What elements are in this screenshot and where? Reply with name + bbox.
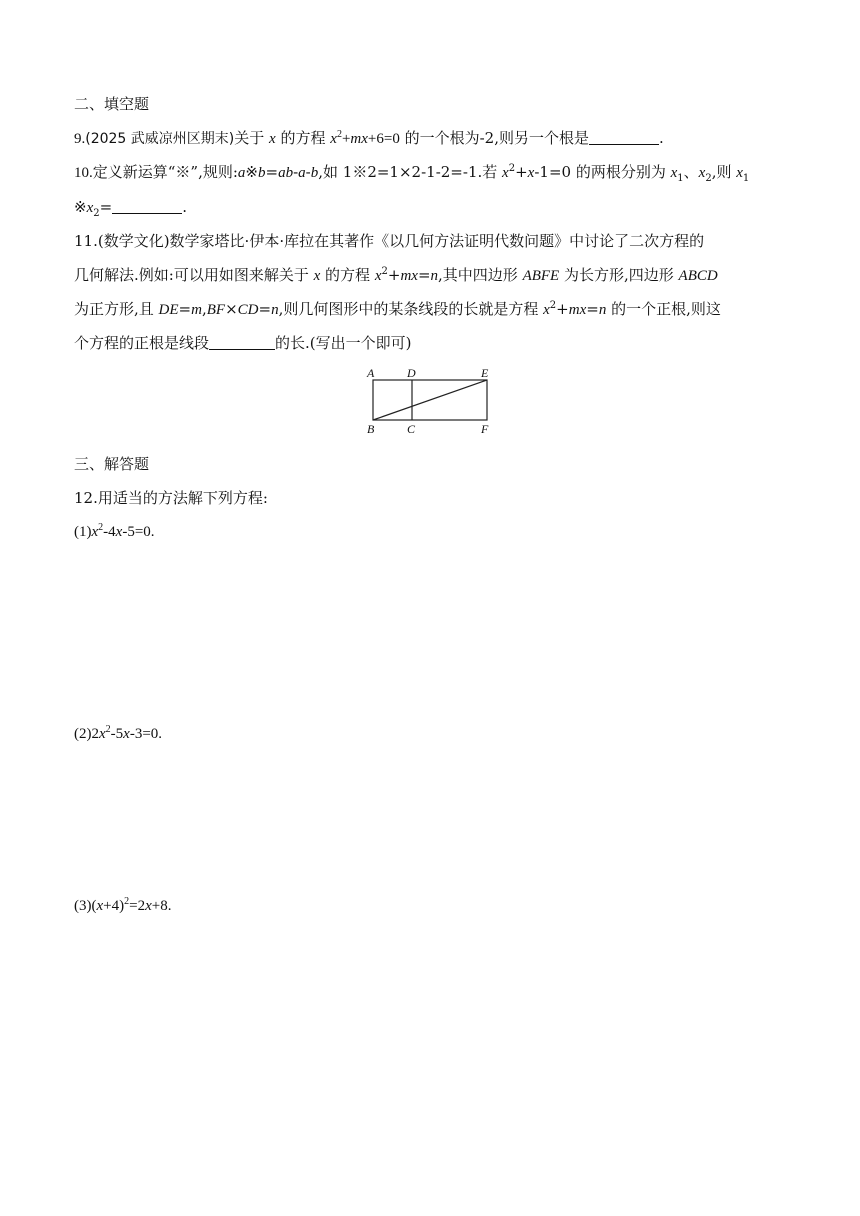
- answer-blank[interactable]: [589, 130, 659, 145]
- question-12-part-2: $(2)2x^2-5x-3=0$.: [74, 724, 163, 742]
- question-9: [74, 128, 790, 149]
- variable-x: x: [269, 131, 276, 147]
- question-11-line-4: [74, 333, 790, 353]
- question-12-part-1: $(1)x^2-4x-5=0$.: [74, 522, 155, 540]
- question-12-title: 12.用适当的方法解下列方程:: [74, 489, 268, 507]
- question-10-line-1: 10.定义新运算“※”,规则:a※b=ab-a-b,如 1※2=1×2-1-2=-1.若 $x^2+x-1=0$ 的两根分别为 $x_1$、$x_2$,则 $x_1$: [74, 163, 750, 184]
- answer-blank[interactable]: [209, 335, 275, 350]
- question-number: 9.: [74, 131, 86, 147]
- section-answer-title: 三、解答题: [74, 455, 150, 473]
- question-text: 的一个根为-2,则另一个根是: [399, 129, 589, 147]
- question-text: 个方程的正根是线段: [74, 334, 210, 352]
- label-d: D: [407, 366, 416, 380]
- question-12-part-3: $(3)(x+4)^2=2x+8$.: [74, 896, 172, 914]
- period: .: [658, 129, 664, 147]
- label-a: A: [367, 366, 375, 380]
- answer-blank[interactable]: [112, 199, 182, 214]
- question-11-line-1: 11.(数学文化)数学家塔比·伊本·库拉在其著作《以几何方法证明代数问题》中讨论了二次方程的: [74, 232, 705, 250]
- equation: $x^2+mx+6=0$: [330, 129, 400, 147]
- rectangle-figure: [362, 364, 498, 438]
- question-text: 的长.(写出一个即可): [275, 334, 412, 352]
- section-fill-blank-title: 二、填空题: [74, 95, 150, 113]
- question-source: (2025 武威凉州区期末): [85, 131, 235, 147]
- label-b: B: [367, 422, 375, 436]
- segment-be: [373, 380, 487, 420]
- question-text: 关于: [234, 129, 270, 147]
- label-c: C: [407, 422, 416, 436]
- question-text: 的方程: [275, 129, 331, 147]
- question-11-line-3: 为正方形,且 DE=m,BF×CD=n,则几何图形中的某条线段的长就是方程 $x^2+mx=n$ 的一个正根,则这: [74, 300, 721, 318]
- label-e: E: [481, 366, 489, 380]
- question-10-line-2: $※x_2=$ .: [74, 198, 187, 219]
- label-f: F: [481, 422, 489, 436]
- question-11-line-2: 几何解法.例如:可以用如图来解关于 x 的方程 $x^2+mx=n$,其中四边形 ABFE 为长方形,四边形 ABCD: [74, 266, 718, 284]
